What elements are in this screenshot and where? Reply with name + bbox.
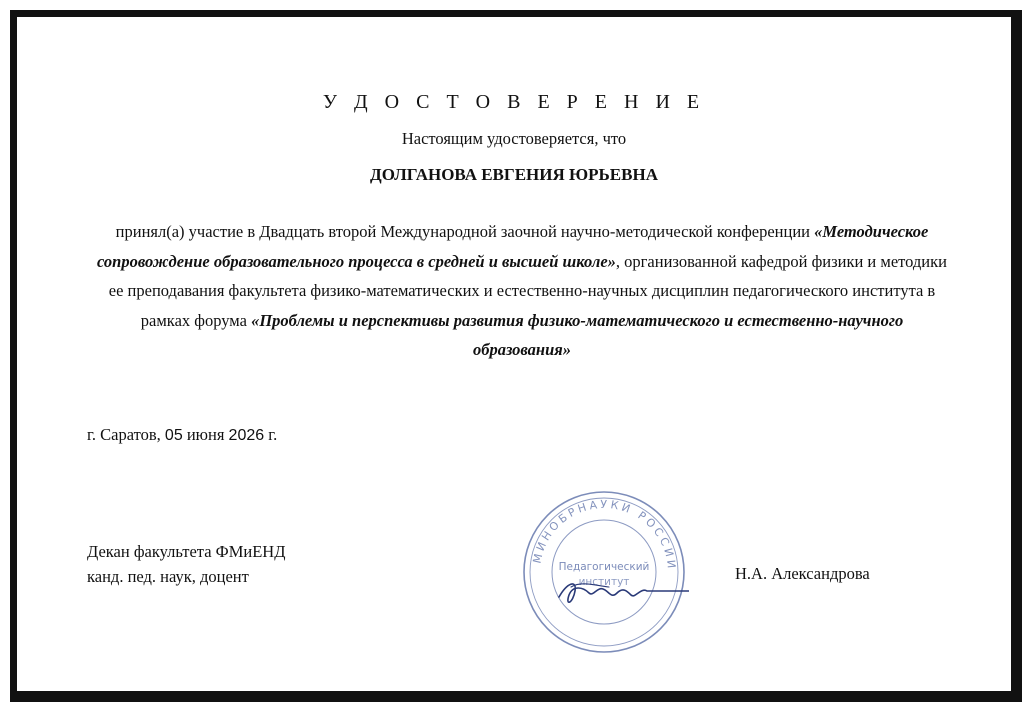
certificate-title: У Д О С Т О В Е Р Е Н И Е bbox=[322, 91, 706, 113]
certificate-body bbox=[97, 217, 947, 365]
conference-title: «Методическое сопровождение образовательного процесса в средней и высшей школе» bbox=[97, 222, 929, 271]
dean-title-block bbox=[87, 539, 285, 589]
date-month: июня bbox=[182, 425, 229, 444]
city-date bbox=[87, 425, 277, 445]
seal-center-line1: Педагогический bbox=[558, 561, 650, 573]
forum-title: «Проблемы и перспективы развития физико-математического и естественно-научного образования» bbox=[251, 310, 904, 359]
signer-name: Н.А. Александрова bbox=[735, 564, 870, 583]
dean-position: Декан факультета ФМиЕНД bbox=[87, 542, 286, 561]
date-year: 2026 bbox=[228, 427, 265, 444]
date-day: 05 bbox=[164, 427, 183, 444]
body-text-part1: принял(а) участие в Двадцать второй Международной заочной научно-методической конференции bbox=[115, 222, 815, 241]
date-suffix: г. bbox=[264, 425, 278, 444]
body-text-part2: , организованной кафедрой физики и методики ее преподавания факультета физико-математических и естественно-научных дисциплин педагогического института в рамках форума bbox=[108, 251, 947, 330]
official-seal-stamp bbox=[519, 487, 689, 657]
recipient-name: ДОЛГАНОВА ЕВГЕНИЯ ЮРЬЕВНА bbox=[370, 165, 658, 184]
dean-degree: канд. пед. наук, доцент bbox=[87, 567, 249, 586]
certificate-frame bbox=[10, 10, 1022, 702]
seal-center-line2: институт bbox=[578, 576, 630, 588]
city: г. Саратов, bbox=[87, 425, 165, 444]
certificate-intro: Настоящим удостоверяется, что bbox=[401, 129, 627, 148]
certificate-document bbox=[17, 17, 1011, 691]
seal-ring-text: МИНОБРНАУКИ РОССИИ bbox=[530, 497, 679, 572]
